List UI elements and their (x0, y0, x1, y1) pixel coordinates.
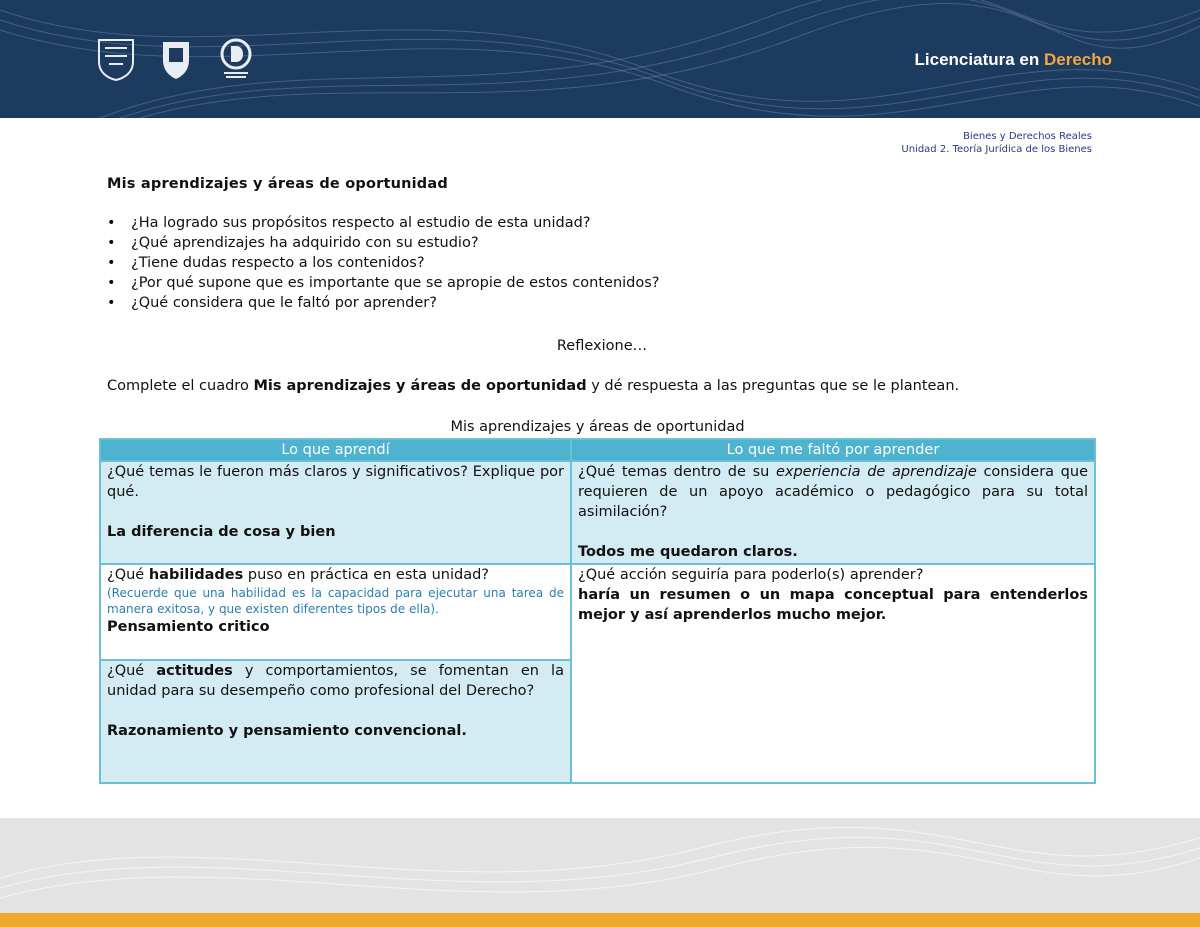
instruction-post: y dé respuesta a las preguntas que se le plantean. (586, 378, 960, 394)
program-accent: Derecho (1043, 50, 1112, 69)
table-title: Mis aprendizajes y áreas de oportunidad (450, 419, 745, 435)
footer-accent-bar (0, 913, 1200, 927)
table-row (100, 564, 1095, 660)
instruction-pre: Complete el cuadro (107, 378, 254, 394)
footer-band (0, 818, 1200, 913)
course-name: Bienes y Derechos Reales (963, 131, 1092, 142)
list-item: • ¿Qué aprendizajes ha adquirido con su estudio? (107, 233, 1097, 253)
list-item: • ¿Por qué supone que es importante que se apropie de estos contenidos? (107, 273, 1097, 293)
q3-post: puso en práctica en esta unidad? (243, 567, 489, 583)
subject-header (901, 130, 1092, 156)
reflection-questions (107, 213, 1097, 313)
reflection-text: Reflexione… (556, 338, 648, 354)
fes-shield-icon (155, 36, 197, 82)
q2-post: considera que requieren de un apoyo académico o pedagógico para su total asimilación? (578, 464, 1088, 520)
list-item: • ¿Tiene dudas respecto a los contenidos? (107, 253, 1097, 273)
cell-clear-topics (100, 461, 571, 564)
header-missing: Lo que me faltó por aprender (571, 439, 1095, 461)
program-prefix: Licenciatura en (914, 50, 1044, 69)
instruction-bold: Mis aprendizajes y áreas de oportunidad (253, 378, 587, 394)
question-support-topics (578, 462, 1088, 522)
cell-action (571, 564, 1095, 783)
cell-attitudes (100, 660, 571, 783)
main-content (107, 176, 1097, 396)
table-row (100, 461, 1095, 564)
ded-logo-icon (215, 36, 257, 82)
answer-clear-topics: La diferencia de cosa y bien (107, 524, 336, 540)
instruction-text (107, 376, 1097, 396)
q2-emphasis: experiencia de aprendizaje (775, 464, 977, 480)
skills-note: (Recuerde que una habilidad es la capacidad para ejecutar una tarea de manera exitosa, y que existen diferentes tipos de ella). (107, 586, 564, 616)
question-clear-topics: ¿Qué temas le fueron más claros y significativos? Explique por qué. (107, 464, 564, 500)
learning-table (99, 438, 1096, 784)
q3-pre: ¿Qué (107, 567, 149, 583)
footer-waves (0, 818, 1200, 913)
cell-support-topics (571, 461, 1095, 564)
institution-logos (95, 36, 257, 82)
answer-support-topics: Todos me quedaron claros. (578, 544, 798, 560)
answer-attitudes: Razonamiento y pensamiento convencional. (107, 723, 467, 739)
q5-post: y comportamientos, se fomentan en la unidad para su desempeño como profesional del Derecho? (107, 663, 564, 699)
q5-bold: actitudes (156, 663, 233, 679)
question-skills (107, 565, 564, 585)
answer-action: haría un resumen o un mapa conceptual para entenderlos mejor y así aprenderlos mucho mejor. (578, 587, 1088, 623)
section-title: Mis aprendizajes y áreas de oportunidad (107, 176, 448, 192)
q3-bold: habilidades (148, 567, 244, 583)
header-banner (0, 0, 1200, 118)
list-item: • ¿Qué considera que le faltó por aprender? (107, 293, 1097, 313)
answer-skills: Pensamiento critico (107, 619, 270, 635)
q5-pre: ¿Qué (107, 663, 157, 679)
unit-name: Unidad 2. Teoría Jurídica de los Bienes (901, 144, 1092, 155)
table-header-row (100, 439, 1095, 461)
cell-skills (100, 564, 571, 660)
question-attitudes (107, 661, 564, 701)
program-title (915, 50, 1112, 70)
header-learned: Lo que aprendí (100, 439, 571, 461)
q2-pre: ¿Qué temas dentro de su (578, 464, 776, 480)
list-item: • ¿Ha logrado sus propósitos respecto al estudio de esta unidad? (107, 213, 1097, 233)
question-action: ¿Qué acción seguiría para poderlo(s) aprender? (578, 567, 924, 583)
unam-shield-icon (95, 36, 137, 82)
